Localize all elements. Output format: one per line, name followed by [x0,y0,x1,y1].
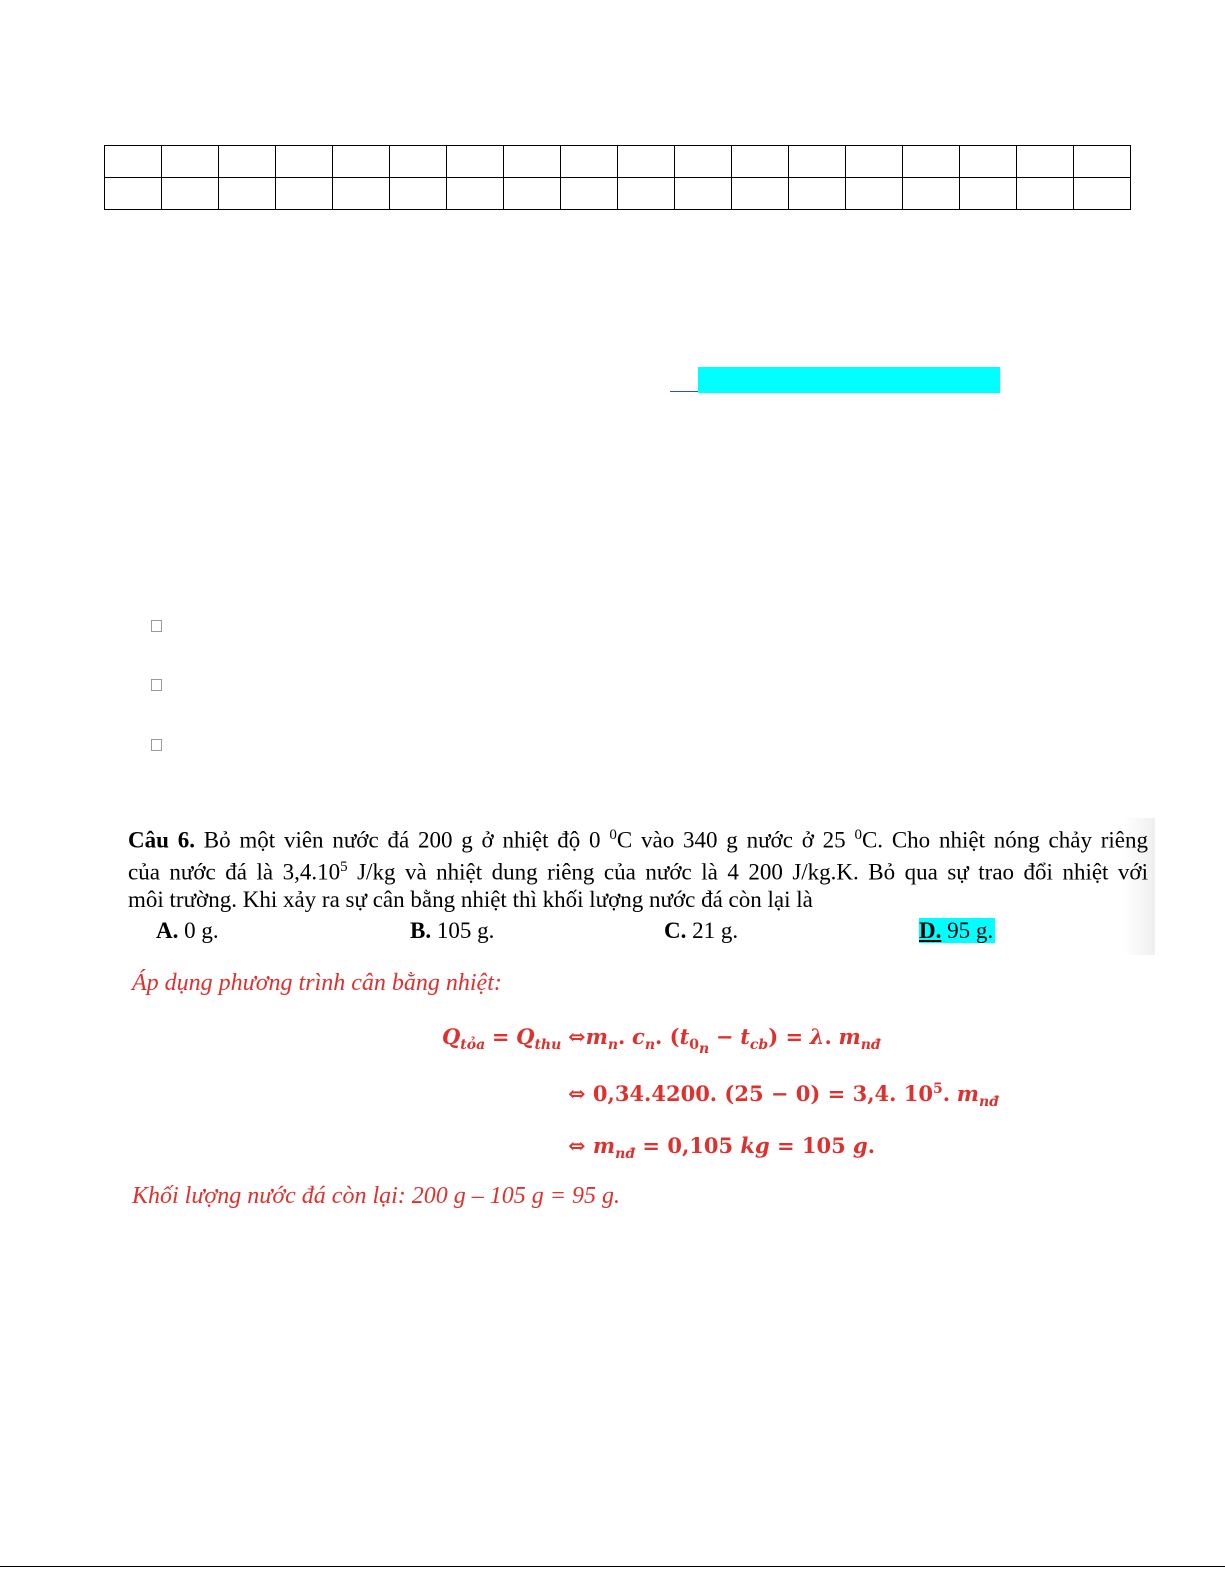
question-line-2: của nước đá là 3,4.10$^5$ J/kg và nhiệt dung riêng của nước là 4 200 J/kg.K. Bỏ qua sự trao đổi nhiệt với [128,859,1148,885]
grid-cell [789,178,846,210]
grid-cell [732,146,789,178]
option-c[interactable]: C. 21 g. [664,918,739,943]
grid-cell [162,178,219,210]
grid-cell [504,146,561,178]
grid-cell [1074,178,1131,210]
grid-cell [219,146,276,178]
grid-cell [732,178,789,210]
grid-cell [789,146,846,178]
option-d-highlight: D. 95 g. [919,918,994,943]
grid-cell [333,178,390,210]
grid-cell [618,178,675,210]
grid-cell [333,146,390,178]
grid-cell [561,146,618,178]
question-block [118,818,1155,955]
grid-cell [276,178,333,210]
grid-cell [960,146,1017,178]
checkbox-3[interactable] [151,739,162,751]
grid-cell [1017,146,1074,178]
checkbox-1[interactable] [151,620,162,632]
grid-cell [219,178,276,210]
grid-cell [903,146,960,178]
grid-cell [846,146,903,178]
grid-cell [105,146,162,178]
option-a[interactable]: A. 0 g. [156,918,219,943]
grid-cell [390,146,447,178]
equation-2: ⇔ 0,34.4200. (25 − 0) = 3,4. $10^5$. $m_{nđ}$ [568,1081,999,1111]
link-underline [670,391,698,392]
solution-conclusion: Khối lượng nước đá còn lại: 200 g – 105 g = 95 g. [132,1183,620,1209]
grid-row [105,146,1131,178]
grid-cell [618,146,675,178]
question-label: Câu 6. [128,827,195,853]
grid-cell [903,178,960,210]
option-b[interactable]: B. 105 g. [410,918,495,943]
option-d[interactable] [919,915,995,946]
grid-row [105,178,1131,210]
grid-cell [447,146,504,178]
grid-cell [960,178,1017,210]
grid-cell [561,178,618,210]
grid-cell [504,178,561,210]
highlight-strip [698,367,1000,393]
grid-cell [390,178,447,210]
question-line-3: môi trường. Khi xảy ra sự cân bằng nhiệt thì khối lượng nước đá còn lại là [128,887,813,912]
grid-cell [276,146,333,178]
answer-grid [104,145,1131,210]
solution-intro: Áp dụng phương trình cân bằng nhiệt: [132,970,502,996]
grid-cell [1074,146,1131,178]
grid-cell [1017,178,1074,210]
question-line-1: Câu 6. Bỏ một viên nước đá 200 g ở nhiệt độ 0 $^0$C vào 340 g nước ở 25 $^0$C. Cho nhiệt nóng chảy riêng [128,827,1148,853]
checkbox-2[interactable] [151,679,162,691]
grid-cell [447,178,504,210]
grid-cell [162,146,219,178]
page-bottom-rule [0,1566,1225,1567]
equation-1: $Q_{tỏa} = Q_{thu}$ $\Leftrightarrow m_n$. $c_n$. $(t_{0_n} - t_{cb}) = \lambda$. $m_{nđ}$ [442,1024,881,1057]
grid-cell [105,178,162,210]
equation-3: ⇔ $m_{nđ} = 0,105$ kg = 105 g. [568,1133,876,1163]
grid-cell [846,178,903,210]
grid-cell [675,178,732,210]
grid-cell [675,146,732,178]
